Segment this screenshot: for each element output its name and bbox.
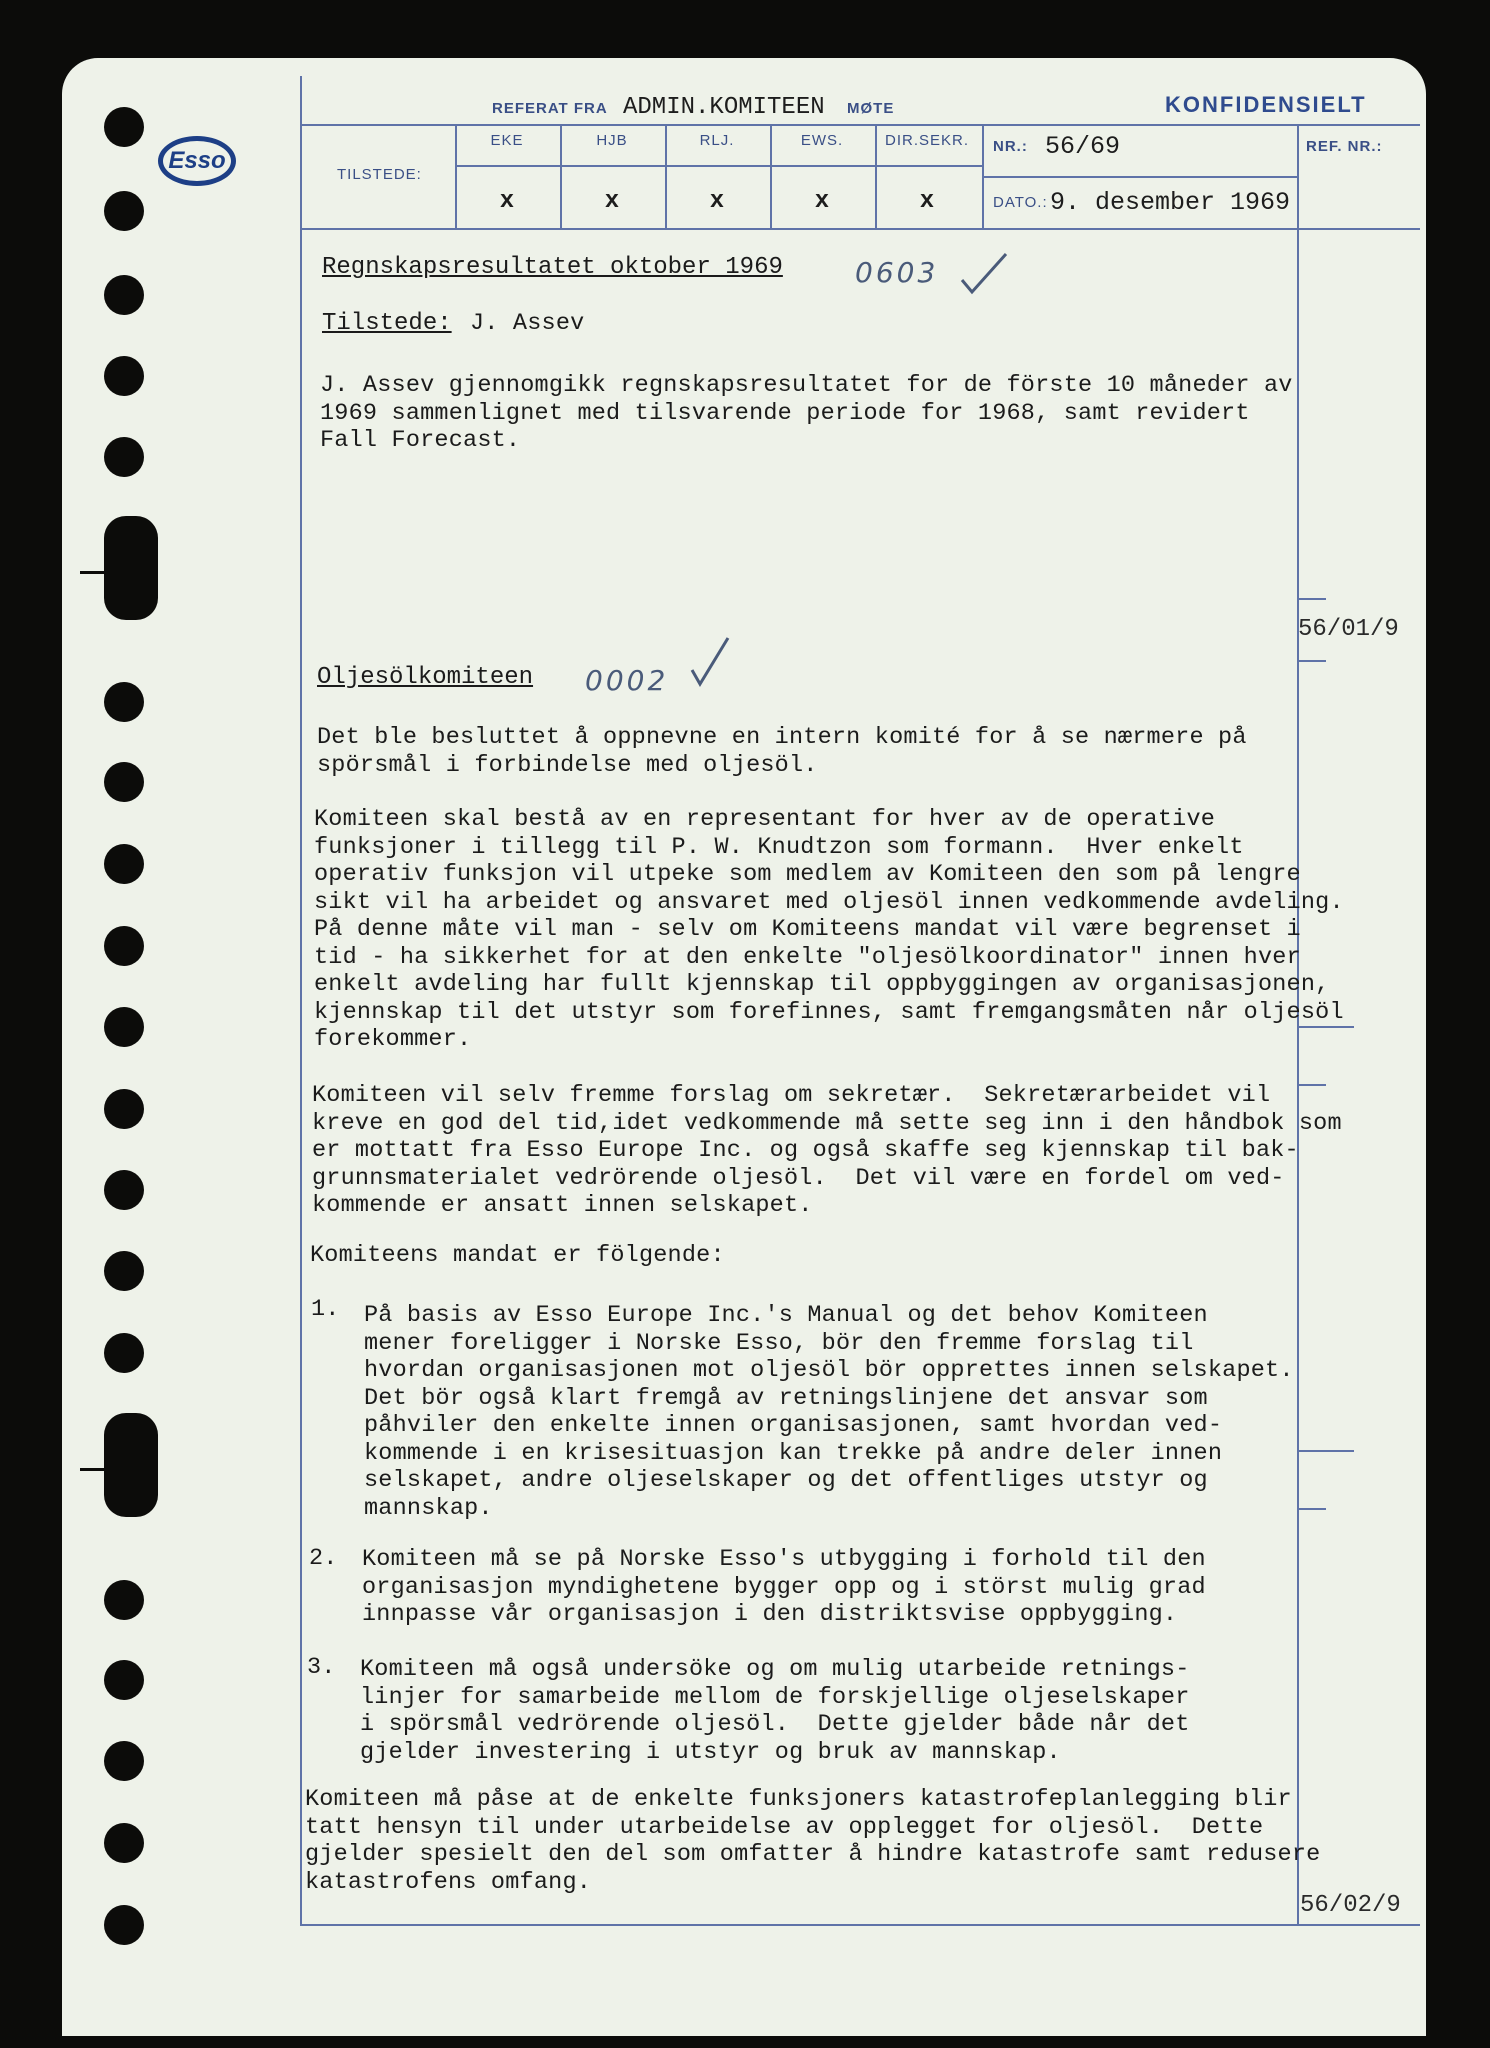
- nr-value: 56/69: [1045, 132, 1121, 161]
- present-label: TILSTEDE:: [337, 166, 422, 183]
- checkmark-icon: [958, 250, 1018, 296]
- margin-tick: [1298, 598, 1326, 600]
- binder-hole: [104, 682, 144, 722]
- column-hjb: HJB: [596, 132, 628, 149]
- nr-label: NR.:: [993, 138, 1028, 155]
- binder-hole: [104, 1905, 144, 1945]
- binder-hole: [104, 1333, 144, 1373]
- list-item-number: 1.: [311, 1296, 340, 1323]
- handwritten-code: 0002: [585, 664, 669, 697]
- binder-hole: [104, 1007, 144, 1047]
- date-value: 9. desember 1969: [1050, 188, 1291, 217]
- binder-hole: [104, 844, 144, 884]
- attendance-mark: x: [919, 188, 935, 215]
- referat-label: REFERAT FRA: [492, 100, 608, 117]
- section1-title: Regnskapsresultatet oktober 1969: [322, 254, 783, 281]
- binder-slot-line: [80, 571, 136, 574]
- binder-hole: [104, 437, 144, 477]
- date-label: DATO.:: [993, 194, 1048, 211]
- binder-hole: [104, 926, 144, 966]
- section1-body: J. Assev gjennomgikk regnskapsresultatet for de förste 10 måneder av 1969 sammenlignet med tilsvarende periode for 1968, samt revidert Fall Forecast.: [320, 372, 1293, 454]
- confidential-stamp: KONFIDENSIELT: [1165, 92, 1367, 117]
- column-eke: EKE: [490, 132, 524, 149]
- column-rlj: RLJ.: [699, 132, 735, 149]
- binder-hole: [104, 762, 144, 802]
- present-heading: Tilstede:: [322, 310, 452, 337]
- column-ews: EWS.: [800, 132, 844, 149]
- binder-hole: [104, 1660, 144, 1700]
- binder-hole: [104, 1170, 144, 1210]
- binder-slot-line: [80, 1468, 136, 1471]
- binder-hole: [104, 275, 144, 315]
- column-head-rule: [455, 165, 982, 167]
- binder-hole: [104, 191, 144, 231]
- binder-hole: [104, 107, 144, 147]
- checkmark-icon: [688, 634, 736, 688]
- list-item-number: 2.: [309, 1545, 338, 1572]
- paragraph: Komiteen må påse at de enkelte funksjoners katastrofeplanlegging blir tatt hensyn til under utarbeidelse av opplegget for oljesöl. Dette gjelder spesielt den del som omfatter å hindre katastrofe samt redusere katastrofens omfang.: [305, 1786, 1321, 1896]
- list-item: På basis av Esso Europe Inc.'s Manual og det behov Komiteen mener foreligger i Norske Esso, bör den fremme forslag til hvordan organisasjonen mot oljesöl bör opprettes innen selskapet. Det bör også klart fremgå av retningslinjene det ansvar som påhviler den enkelte innen organisasjonen, samt hvordan ved- kommende i en krisesituasjon kan trekke på andre deler innen selskapet, andre oljeselskaper og det offentliges utstyr og mannskap.: [364, 1302, 1294, 1522]
- esso-logo: [158, 136, 236, 186]
- ref-nr-label: REF. NR.:: [1306, 138, 1383, 155]
- mote-label: MØTE: [847, 100, 895, 117]
- list-item: Komiteen må se på Norske Esso's utbygging i forhold til den organisasjon myndighetene bygger opp og i störst mulig grad innpasse vår organisasjon i den distriktsvise oppbygging.: [362, 1546, 1206, 1628]
- left-margin-line: [300, 76, 302, 1926]
- footer-rule: [300, 1924, 1420, 1926]
- binder-hole: [104, 356, 144, 396]
- margin-ref: 56/02/9: [1300, 1892, 1401, 1919]
- list-item-number: 3.: [307, 1654, 336, 1681]
- column-dir-sekr: DIR.SEKR.: [884, 132, 969, 149]
- binder-hole: [104, 1089, 144, 1129]
- handwritten-code: 0603: [855, 256, 939, 289]
- attendance-mark: x: [499, 188, 515, 215]
- nr-rule: [982, 176, 1297, 178]
- attendance-mark: x: [814, 188, 830, 215]
- header-bottom-rule: [300, 228, 1420, 230]
- paragraph: Komiteens mandat er fölgende:: [310, 1242, 725, 1269]
- binder-hole: [104, 1741, 144, 1781]
- margin-ref: 56/01/9: [1298, 616, 1399, 643]
- logo-text: Esso: [168, 147, 226, 174]
- paragraph: Komiteen vil selv fremme forslag om sekretær. Sekretærarbeidet vil kreve en god del tid,idet vedkommende må sette seg inn i den håndbok som er mottatt fra Esso Europe Inc. og også skaffe seg kjennskap til bak- grunnsmaterialet vedrörende oljesöl. Det vil være en fordel om ved- kommende er ansatt innen selskapet.: [312, 1082, 1342, 1219]
- margin-tick: [1298, 660, 1326, 662]
- margin-tick: [1298, 1450, 1354, 1452]
- paragraph: Det ble besluttet å oppnevne en intern komité for å se nærmere på spörsmål i forbindelse med oljesöl.: [317, 724, 1247, 779]
- binder-hole: [104, 1580, 144, 1620]
- section2-title: Oljesölkomiteen: [317, 664, 534, 691]
- binder-slot: [104, 1413, 158, 1517]
- list-item: Komiteen må også undersöke og om mulig utarbeide retnings- linjer for samarbeide mellom de forskjellige oljeselskaper i spörsmål vedrörende oljesöl. Dette gjelder både når det gjelder investering i utstyr og bruk av mannskap.: [360, 1656, 1190, 1766]
- header-rule: [300, 124, 1420, 126]
- attendance-mark: x: [709, 188, 725, 215]
- binder-hole: [104, 1823, 144, 1863]
- binder-hole: [104, 1251, 144, 1291]
- committee-name: ADMIN.KOMITEEN: [623, 94, 825, 121]
- attendance-mark: x: [604, 188, 620, 215]
- present-name: J. Assev: [470, 310, 585, 337]
- margin-tick: [1298, 1508, 1326, 1510]
- binder-slot: [104, 516, 158, 620]
- paragraph: Komiteen skal bestå av en representant for hver av de operative funksjoner i tillegg til P. W. Knudtzon som formann. Hver enkelt operativ funksjon vil utpeke som medlem av Komiteen den som på lengre sikt vil ha arbeidet og ansvaret med oljesöl innen vedkommende avdeling. På denne måte vil man - selv om Komiteens mandat vil være begrenset i tid - ha sikkerhet for at den enkelte "oljesölkoordinator" innen hver enkelt avdeling har fullt kjennskap til oppbyggingen av organisasjonen, kjennskap til det utstyr som forefinnes, samt fremgangsmåten når oljesöl forekommer.: [314, 806, 1344, 1053]
